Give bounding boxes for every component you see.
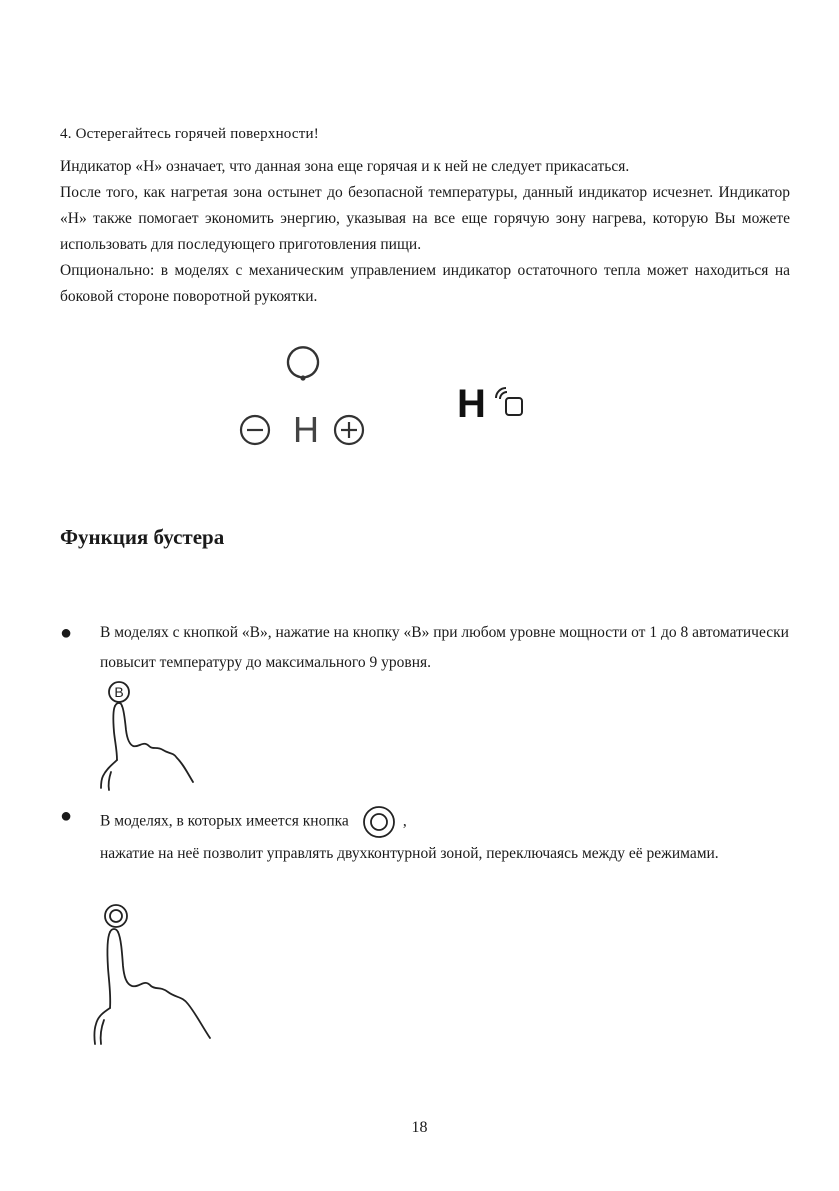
h-display-glyph: H <box>457 382 486 425</box>
hand-pressing-dual-zone-illustration <box>88 900 228 1050</box>
warning-paragraph-1: Индикатор «H» означает, что данная зона еще горячая и к ней не следует прикасаться. <box>60 158 630 175</box>
svg-text:B: B <box>114 684 124 700</box>
residual-heat-indicator <box>455 380 535 425</box>
dual-zone-small-icon <box>105 905 127 927</box>
control-panel-illustration <box>235 340 375 455</box>
dual-zone-button-icon <box>361 805 397 839</box>
page-number: 18 <box>411 1119 428 1136</box>
booster-item-2-line-2: нажатие на неё позволит управлять двухконтурной зоной, переключаясь между её режимами. <box>100 845 719 862</box>
plus-button-icon <box>335 416 363 444</box>
section-title-booster: Функция бустера <box>60 525 225 549</box>
b-button-icon <box>109 682 129 702</box>
minus-button-icon <box>241 416 269 444</box>
pointing-hand-icon-2 <box>94 929 210 1044</box>
pointing-hand-icon <box>101 703 193 790</box>
bullet-dot-2: ● <box>60 805 73 827</box>
heat-waves-icon <box>496 388 507 399</box>
warning-heading: 4. Остерегайтесь горячей поверхности! <box>60 126 319 142</box>
warning-paragraph-3: Опционально: в моделях с механическим управлением индикатор остаточного тепла может находиться на боковой стороне поворотной рукоятки. <box>60 262 790 305</box>
warning-paragraph-2: После того, как нагретая зона остынет до безопасной температуры, данный индикатор исчезнет. Индикатор «H» также помогает экономить энергию, указывая на все еще горячую зону нагрева, которую Вы можете использовать для последующего приготовления пищи. <box>60 184 790 253</box>
h-indicator-glyph: H <box>293 409 319 450</box>
booster-item-2-comma: , <box>402 812 407 830</box>
hand-pressing-b-illustration <box>95 680 215 795</box>
power-icon <box>288 347 318 380</box>
pan-icon <box>506 398 522 415</box>
bullet-dot-1: ● <box>60 622 73 644</box>
booster-item-2-line-1 <box>100 805 800 839</box>
booster-item-1-text: В моделях с кнопкой «B», нажатие на кнопку «B» при любом уровне мощности от 1 до 8 автоматически повысит температуру до максимального 9 уровня. <box>100 624 789 671</box>
booster-item-2-text-before: В моделях, в которых имеется кнопка <box>100 812 349 830</box>
